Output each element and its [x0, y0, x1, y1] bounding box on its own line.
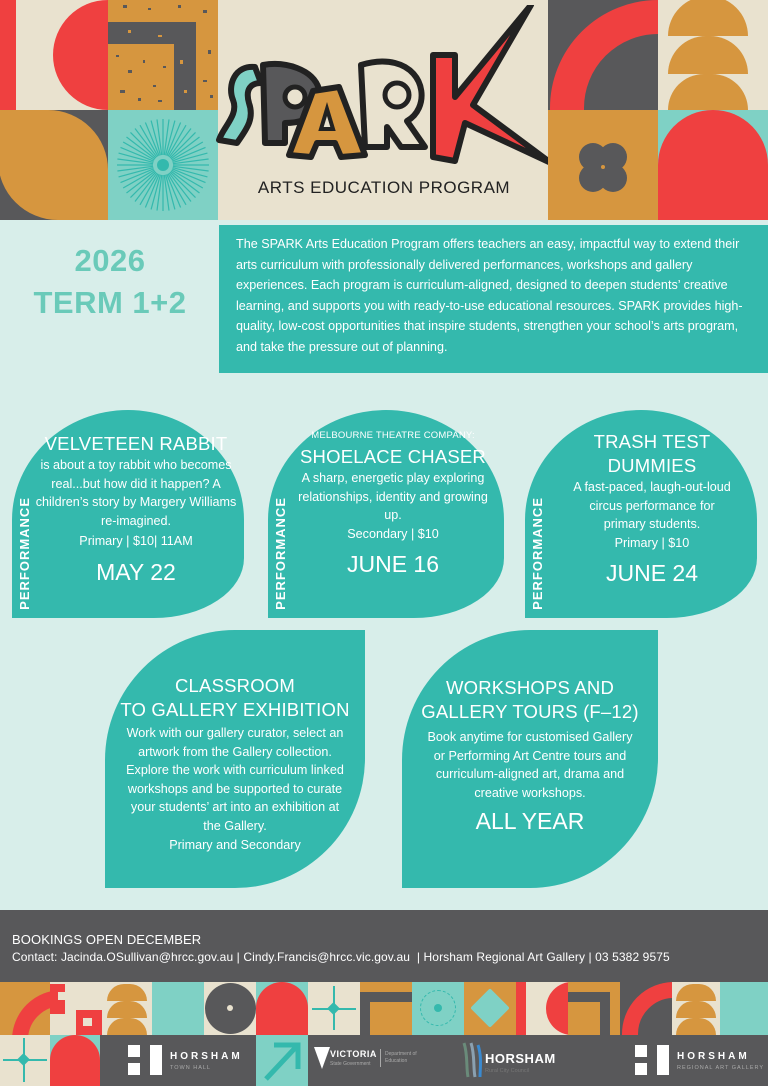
disc-tile: [204, 982, 256, 1035]
category-label: PERFORMANCE: [17, 497, 32, 610]
horsham-logo-mark-icon: [150, 1045, 162, 1075]
pattern-tile: [0, 982, 50, 1035]
contact-line: [12, 950, 670, 964]
term-label: TERM 1+2: [33, 285, 187, 320]
event-details: Primary | $10| 11AM: [79, 534, 193, 549]
horsham-gallery-logo-mark-icon: [657, 1045, 669, 1075]
stacked-halfcircles-tile: [102, 982, 152, 1035]
sparkle-tile: [308, 982, 360, 1035]
star-tile: [464, 982, 516, 1035]
program-title-line1: WORKSHOPS AND: [445, 677, 615, 698]
event-title: SHOELACE CHASER: [300, 446, 486, 467]
pattern-tile: [152, 982, 204, 1035]
event-card-trash-test-dummies[interactable]: [525, 410, 757, 618]
sponsor-name: HORSHAM: [170, 1051, 243, 1062]
program-date: ALL YEAR: [475, 808, 585, 835]
sponsor-name: HORSHAM: [485, 1051, 556, 1066]
victoria-logo-icon: [314, 1047, 330, 1069]
speckle-tile: [360, 982, 412, 1035]
term-year: 2026: [74, 243, 146, 278]
pattern-tile: [0, 0, 108, 110]
contact-email-cindy[interactable]: Cindy.Francis@hrcc.vic.gov.au: [243, 950, 410, 964]
bookings-footer: [0, 910, 768, 982]
event-title: VELVETEEN RABBIT: [44, 433, 228, 454]
pattern-tile: [50, 982, 102, 1035]
event-card-shoelace-chaser[interactable]: [268, 410, 504, 618]
program-subtitle: ARTS EDUCATION PROGRAM: [257, 178, 511, 197]
program-details: Primary and Secondary: [169, 837, 301, 852]
event-description: A fast-paced, laugh-out-loud circus performance for primary students.: [573, 480, 731, 532]
flower-icon: [548, 110, 658, 220]
event-card-velveteen-rabbit[interactable]: [12, 410, 244, 618]
program-card-workshops-and-tours[interactable]: [402, 630, 658, 888]
pattern-tile: [720, 982, 768, 1035]
sunburst-icon: [108, 110, 218, 220]
arrow-up-right-icon: [256, 1035, 308, 1086]
program-description: Work with our gallery curator, select an artwork from the Gallery collection. Explore the work with curriculum linked workshops and be supported to curate your students’ art into an exhibition at the Gallery.: [126, 726, 344, 833]
pattern-tile: [0, 110, 108, 220]
program-description: Book anytime for customised Gallery or Performing Art Centre tours and curriculum-aligned art, drama and creative workshops.: [427, 730, 633, 800]
stacked-halfcircles-tile: [658, 0, 768, 110]
event-description: is about a toy rabbit who becomes real...but how did it happen? A children’s story by Margery Williams re-imagined.: [35, 458, 237, 528]
spark-logo: [215, 5, 555, 165]
speckle-texture-icon: [108, 0, 218, 110]
program-title-line2: TO GALLERY EXHIBITION: [120, 699, 350, 720]
contact-label: Contact:: [12, 950, 58, 964]
sparkle-tile: [0, 1035, 50, 1086]
horsham-gallery-logo-mark-icon: [635, 1063, 647, 1075]
speckle-tile: [568, 982, 620, 1035]
bookings-notice: BOOKINGS OPEN DECEMBER: [12, 932, 202, 947]
horsham-logo-mark-icon: [128, 1045, 140, 1057]
contact-email-jacinda[interactable]: Jacinda.OSullivan@hrcc.gov.au: [60, 950, 234, 964]
header-banner: [0, 0, 768, 220]
arch-tile: [50, 1035, 100, 1086]
pattern-tile: [516, 982, 568, 1035]
event-details: Secondary | $10: [347, 526, 439, 541]
arch-tile: [658, 110, 768, 220]
event-description: A sharp, energetic play exploring relationships, identity and growing up.: [298, 471, 488, 523]
horsham-council-logo-icon: [462, 1041, 484, 1079]
event-date: JUNE 16: [346, 551, 440, 578]
venue-name: Horsham Regional Art Gallery: [423, 950, 586, 964]
sponsor-sub: REGIONAL ART GALLERY: [677, 1065, 765, 1071]
sunburst-tile: [108, 110, 218, 220]
event-date: JUNE 24: [605, 560, 699, 587]
program-card-classroom-to-gallery[interactable]: [105, 630, 365, 888]
arc-tile: [548, 0, 658, 110]
intro-description: The SPARK Arts Education Program offers teachers an easy, impactful way to extend their arts curriculum with professionally delivered performances, workshops and gallery experiences. Each program is curriculum-aligned, designed to deepen students’ creative learning, and supports you with ready-to-use educational resources. SPARK provides high-quality, low-cost opportunities that inspire students, strengthen your school’s arts program, and take the pressure out of planning.: [219, 225, 768, 373]
event-presenter: MELBOURNE THEATRE COMPANY:: [311, 430, 475, 441]
arch-tile: [256, 982, 308, 1035]
sponsor-sub: State Government: [330, 1061, 371, 1067]
speckle-tile: [108, 0, 218, 110]
sponsor-logos: [100, 1035, 768, 1086]
separator: |: [588, 950, 592, 964]
event-title: TRASH TEST DUMMIES: [593, 431, 711, 476]
divider: [380, 1049, 381, 1067]
sunburst-tile: [412, 982, 464, 1035]
sponsor-sub: TOWN HALL: [170, 1065, 211, 1071]
arc-tile: [620, 982, 672, 1035]
sponsor-sub: Rural City Council: [485, 1068, 530, 1074]
event-date: MAY 22: [96, 558, 176, 585]
category-label: PERFORMANCE: [530, 497, 545, 610]
program-title-line1: CLASSROOM: [174, 675, 296, 696]
contact-phone[interactable]: 03 5382 9575: [595, 950, 670, 964]
stacked-halfcircles-tile: [672, 982, 720, 1035]
sponsor-dept: Department of Education: [385, 1051, 417, 1064]
horsham-gallery-logo-mark-icon: [635, 1045, 647, 1057]
arrow-tile: [256, 1035, 308, 1086]
sponsor-name: HORSHAM: [677, 1051, 750, 1062]
event-details: Primary | $10: [614, 535, 690, 550]
category-label: PERFORMANCE: [273, 497, 288, 610]
flower-tile: [548, 110, 658, 220]
separator: |: [416, 950, 421, 964]
horsham-logo-mark-icon: [128, 1063, 140, 1075]
term-heading: [0, 240, 220, 324]
sponsor-name: VICTORIA: [330, 1049, 377, 1059]
separator: |: [236, 950, 240, 964]
program-title-line2: GALLERY TOURS (F–12): [421, 701, 639, 722]
